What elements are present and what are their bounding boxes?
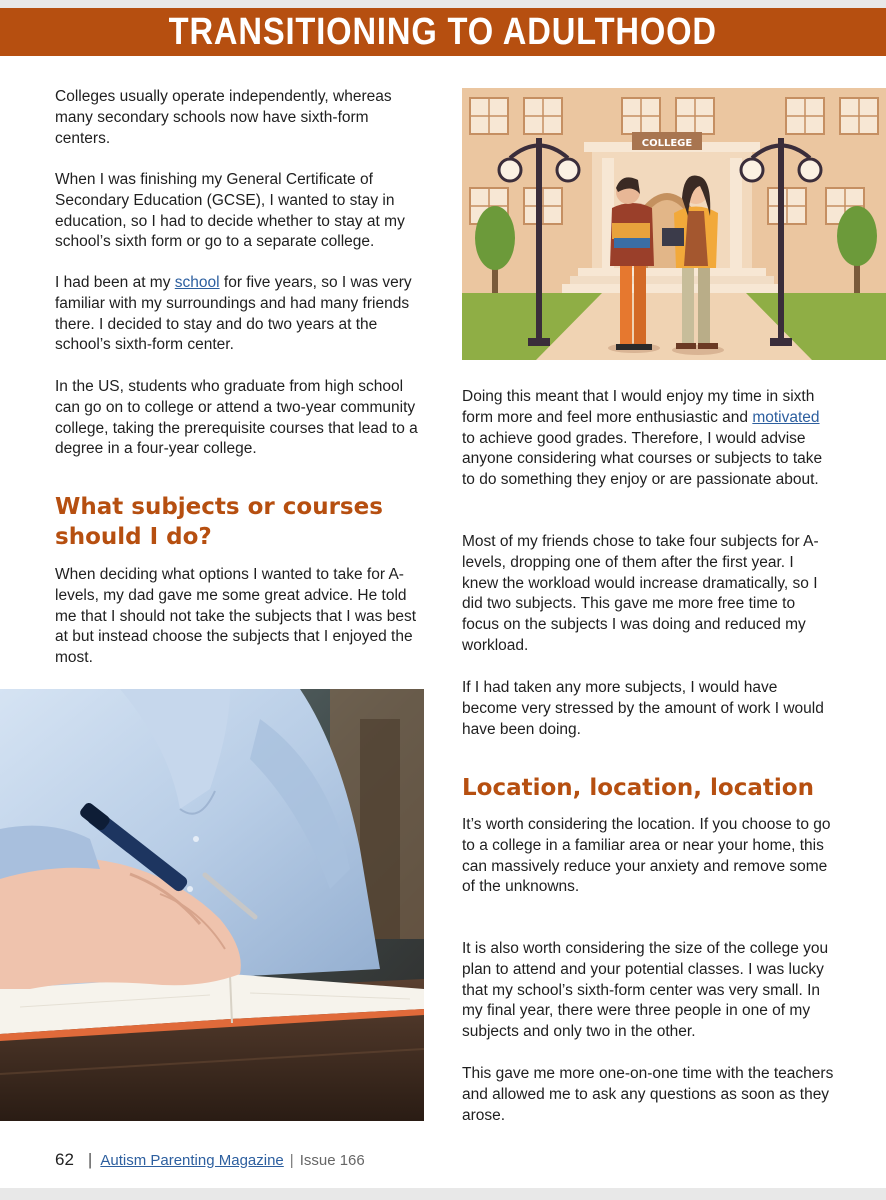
paragraph-school-text-1: I had been at my [55, 274, 175, 291]
paragraph-stressed: If I had taken any more subjects, I would have become very stressed by the amount of work I would have been doing. [462, 679, 824, 738]
footer-separator-2: | [289, 1151, 294, 1169]
paragraph-gcse: When I was finishing my General Certificate of Secondary Education (GCSE), I wanted to stay in education, so I had to decide whether to stay at my school’s sixth form or go to a separate college. [55, 171, 405, 251]
bottom-margin-strip [0, 1188, 886, 1200]
paragraph-doing-this-text-1: Doing this meant that I would enjoy my time in sixth form more and feel more enthusiastic and [462, 388, 815, 426]
paragraph-school-text-2: for five years, so I was very familiar with my surroundings and had many friends there. I decided to stay and do two years at the school’s sixth-form center. [55, 274, 412, 354]
paragraph-doing-this-text-2: to achieve good grades. Therefore, I would advise anyone considering what courses or subjects to take to do something they enjoy or are passionate about. [462, 429, 823, 489]
paragraph-colleges: Colleges usually operate independently, whereas many secondary schools now have sixth-form centers. [55, 88, 392, 147]
footer-separator: | [87, 1150, 93, 1169]
college-illustration [462, 88, 886, 360]
page-footer [55, 1149, 365, 1171]
paragraph-doing-this [462, 387, 834, 491]
paragraph-one-on-one: This gave me more one-on-one time with the teachers and allowed me to ask any questions as soon as they arose. [462, 1065, 834, 1124]
paragraph-friends-subjects: Most of my friends chose to take four subjects for A-levels, dropping one of them after the first year. I knew the workload would increase dramatically, so I did two subjects. This gave me more free time to focus on the subjects I was doing and reduced my workload. [462, 533, 819, 654]
magazine-link[interactable]: Autism Parenting Magazine [100, 1151, 284, 1169]
heading-location: Location, location, location [462, 775, 814, 801]
writing-photo [0, 689, 424, 1121]
top-margin-strip [0, 0, 886, 8]
paragraph-location: It’s worth considering the location. If you choose to go to a college in a familiar area or near your home, this can massively reduce your anxiety and remove some of the unknowns. [462, 816, 831, 896]
issue-label: Issue 166 [299, 1151, 365, 1169]
college-sign-text: COLLEGE [641, 138, 693, 149]
paragraph-college-size: It is also worth considering the size of the college you plan to attend and your potential classes. I was lucky that my school’s sixth-form center was very small. In my final year, there were three people in one of my subjects and only two in the other. [462, 940, 829, 1041]
school-link[interactable]: school [174, 274, 220, 291]
page-number: 62 [55, 1150, 74, 1169]
motivated-link[interactable]: motivated [752, 408, 820, 426]
paragraph-dad-advice: When deciding what options I wanted to take for A-levels, my dad gave me some great advice. He told me that I should not take the subjects that I was best at but instead choose the subjects that I enjoyed the most. [55, 566, 417, 667]
header-banner [0, 8, 886, 56]
paragraph-school [55, 273, 427, 356]
page-title: TRANSITIONING TO ADULTHOOD [168, 10, 718, 53]
paragraph-us-students: In the US, students who graduate from high school can go on to college or attend a two-year community college, taking the prerequisite courses that lead to a degree in a four-year college. [55, 378, 418, 458]
heading-subjects: What subjects or courses should I do? [55, 494, 383, 550]
